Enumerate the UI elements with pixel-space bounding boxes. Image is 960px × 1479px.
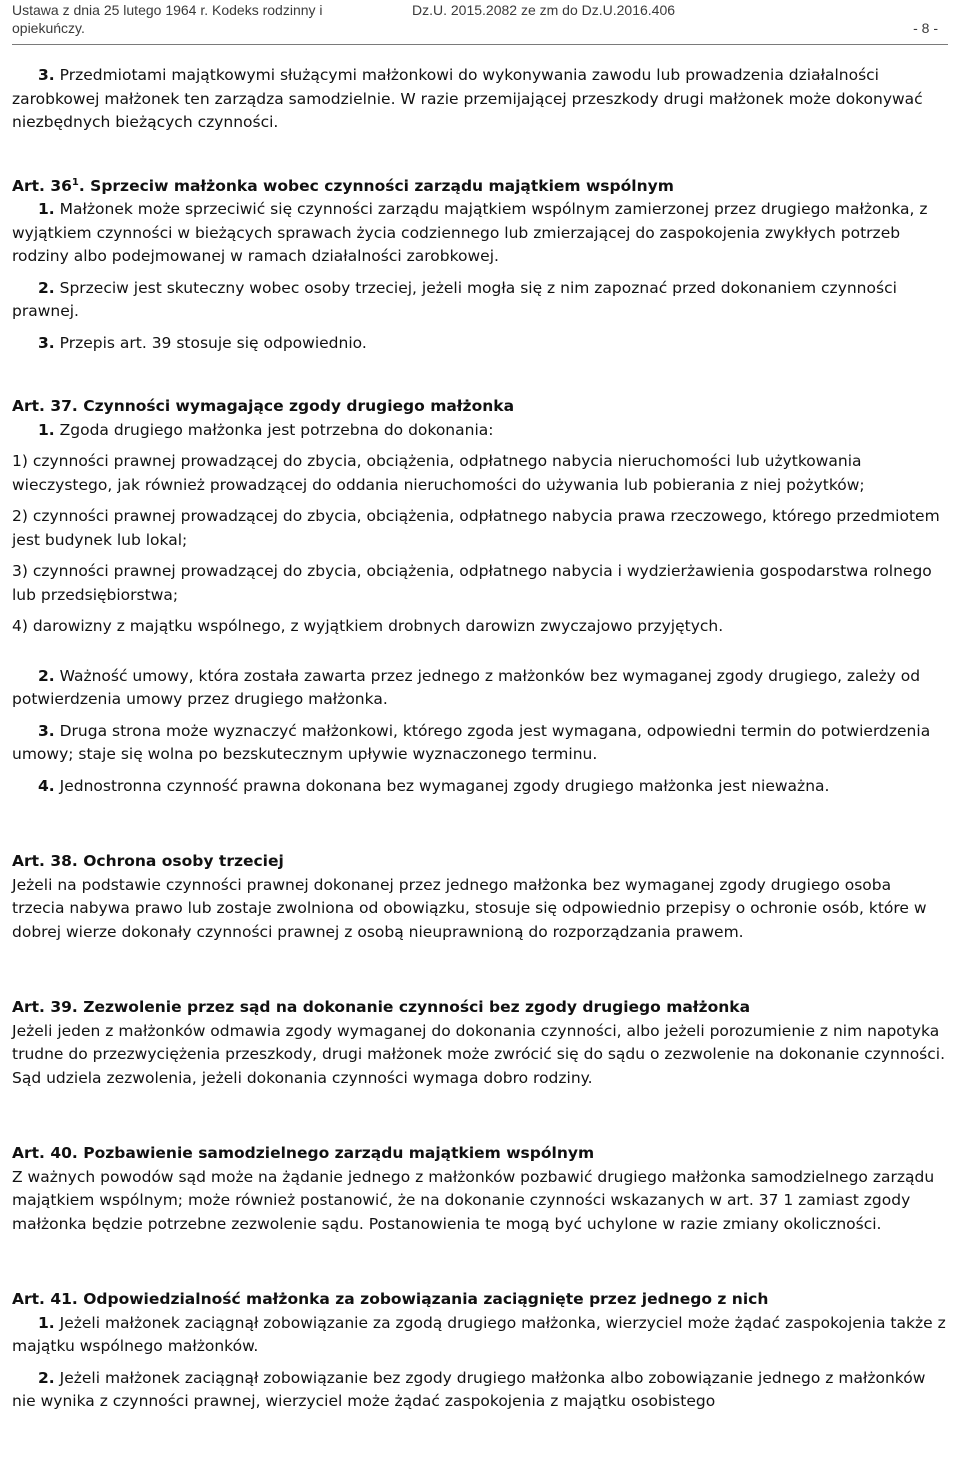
list-item-4: 4) darowizny z majątku wspólnego, z wyjątkiem drobnych darowizn zwyczajowo przyjętych.: [12, 617, 724, 635]
article-label: Art. 38.: [12, 852, 78, 870]
header-title: [12, 1, 352, 37]
section-number: 2.: [38, 278, 55, 297]
section-text: Druga strona może wyznaczyć małżonkowi, którego zgoda jest wymagana, odpowiedni termin do potwierdzenia umowy; staje się wolna po bezskutecznym upływie wyznaczonego terminu.: [12, 721, 931, 763]
article-37-section-4: [12, 775, 948, 799]
section-text: Ważność umowy, która została zawarta przez jednego z małżonków bez wymaganej zgody drugiego, zależy od potwierdzenia umowy przez drugiego małżonka.: [12, 666, 921, 708]
article-title: . Sprzeciw małżonka wobec czynności zarządu majątkiem wspólnym: [78, 176, 674, 195]
article-37-section-2: [12, 665, 948, 712]
article-label: Art. 41.: [12, 1290, 78, 1308]
article-label: Art. 36: [12, 176, 72, 195]
paragraph-text: Przedmiotami majątkowymi służącymi małżonkowi do wykonywania zawodu lub prowadzenia działalności zarobkowej małżonek ten zarządza samodzielnie. W razie przemijającej przeszkody drugi małżonek może dokonywać niezbędnych bieżących czynności.: [12, 66, 923, 131]
list-item-2: 2) czynności prawnej prowadzącej do zbycia, obciążenia, odpłatnego nabycia prawa rzeczowego, którego przedmiotem jest budynek lub lokal;: [12, 507, 940, 549]
section-number: 3.: [38, 721, 55, 740]
section-number: 3.: [38, 66, 55, 84]
article-36-1-section-1: [12, 198, 948, 269]
header-title-line2: opiekuńczy.: [12, 20, 85, 36]
article-38-heading: [12, 850, 948, 874]
section-text: Jednostronna czynność prawna dokonana bez wymaganej zgody drugiego małżonka jest nieważna.: [59, 776, 830, 795]
section-text: Małżonek może sprzeciwić się czynności zarządu majątkiem wspólnym zamierzonej przez drugiego małżonka, z wyjątkiem czynności w bieżących sprawach życia codziennego lub zmierzającej do zaspokojenia zwykłych potrzeb rodziny albo podejmowanej w ramach działalności zarobkowej.: [12, 200, 928, 265]
section-text: Przepis art. 39 stosuje się odpowiednio.: [59, 333, 367, 352]
header-title-line1: Ustawa z dnia 25 lutego 1964 r. Kodeks rodzinny i: [12, 2, 323, 18]
article-label: Art. 37.: [12, 397, 78, 415]
article-39-text: Jeżeli jeden z małżonków odmawia zgody wymaganej do dokonania czynności, albo jeżeli porozumienie z nim napotyka trudne do przezwyciężenia przeszkody, drugi małżonek może zwrócić się do sądu o zezwolenie na dokonanie czynności. Sąd udziela zezwolenia, jeżeli dokonania czynności wymaga dobro rodziny.: [12, 1021, 946, 1087]
article-41-heading: [12, 1288, 948, 1312]
section-text: Jeżeli małżonek zaciągnął zobowiązanie za zgodą drugiego małżonka, wierzyciel może żądać zaspokojenia także z majątku wspólnego małżonków.: [12, 1313, 946, 1355]
page-number: - 8 -: [913, 20, 938, 36]
article-title: Czynności wymagające zgody drugiego małżonka: [83, 397, 515, 415]
section-number: 2.: [38, 666, 55, 685]
article-41-section-2: [12, 1367, 948, 1414]
section-number: 3.: [38, 333, 55, 352]
article-title: Odpowiedzialność małżonka za zobowiązania zaciągnięte przez jednego z nich: [83, 1290, 769, 1308]
document-body: [12, 56, 948, 1414]
paragraph-3: [12, 64, 948, 135]
article-superscript: 1: [71, 176, 79, 188]
article-36-1-section-3: [12, 332, 948, 356]
article-40-heading: [12, 1142, 948, 1166]
article-title: Pozbawienie samodzielnego zarządu majątkiem wspólnym: [83, 1144, 595, 1162]
section-text: Zgoda drugiego małżonka jest potrzebna do dokonania:: [59, 420, 494, 439]
article-label: Art. 39.: [12, 998, 78, 1016]
section-number: 4.: [38, 776, 55, 795]
article-41-section-1: [12, 1312, 948, 1359]
list-item-3: 3) czynności prawnej prowadzącej do zbycia, obciążenia, odpłatnego nabycia i wydzierżawienia gospodarstwa rolnego lub przedsiębiorstwa;: [12, 562, 932, 604]
article-title: Zezwolenie przez sąd na dokonanie czynności bez zgody drugiego małżonka: [83, 998, 751, 1016]
article-title: Ochrona osoby trzeciej: [83, 852, 284, 870]
article-38-text: Jeżeli na podstawie czynności prawnej dokonanej przez jednego małżonka bez wymaganej zgody drugiego osoba trzecia nabywa prawo lub zostaje zwolniona od obowiązku, stosuje się odpowiednio przepisy o ochronie osób, które w dobrej wierze dokonały czynności prawnej z osobą nieuprawnioną do rozporządzania prawem.: [12, 875, 927, 941]
article-36-1-heading: [12, 175, 948, 199]
header-source: Dz.U. 2015.2082 ze zm do Dz.U.2016.406: [412, 2, 676, 18]
article-37-section-3: [12, 720, 948, 767]
section-text: Sprzeciw jest skuteczny wobec osoby trzeciej, jeżeli mogła się z nim zapoznać przed dokonaniem czynności prawnej.: [12, 278, 897, 320]
list-item-1: 1) czynności prawnej prowadzącej do zbycia, obciążenia, odpłatnego nabycia nieruchomości lub użytkowania wieczystego, jak również prowadzącej do oddania nieruchomości do używania lub pobierania z niej pożytków;: [12, 452, 865, 494]
section-number: 1.: [38, 420, 55, 439]
section-text: Jeżeli małżonek zaciągnął zobowiązanie bez zgody drugiego małżonka albo zobowiązanie jednego z małżonków nie wynika z czynności prawnej, wierzyciel może żądać zaspokojenia z majątku osobistego: [12, 1368, 926, 1410]
page-header: [12, 0, 948, 45]
article-36-1-section-2: [12, 277, 948, 324]
section-number: 2.: [38, 1368, 55, 1387]
article-40-text: Z ważnych powodów sąd może na żądanie jednego z małżonków pozbawić drugiego małżonka samodzielnego zarządu majątkiem wspólnym; może również postanowić, że na dokonanie czynności wskazanych w art. 37 1 zamiast zgody małżonka będzie potrzebne zezwolenie sądu. Postanowienia te mogą być uchylone w razie zmiany okoliczności.: [12, 1167, 935, 1233]
article-label: Art. 40.: [12, 1144, 78, 1162]
article-37-heading: [12, 395, 948, 419]
article-37-section-1: [12, 419, 948, 443]
article-39-heading: [12, 996, 948, 1020]
section-number: 1.: [38, 1313, 55, 1332]
section-number: 1.: [38, 200, 55, 218]
